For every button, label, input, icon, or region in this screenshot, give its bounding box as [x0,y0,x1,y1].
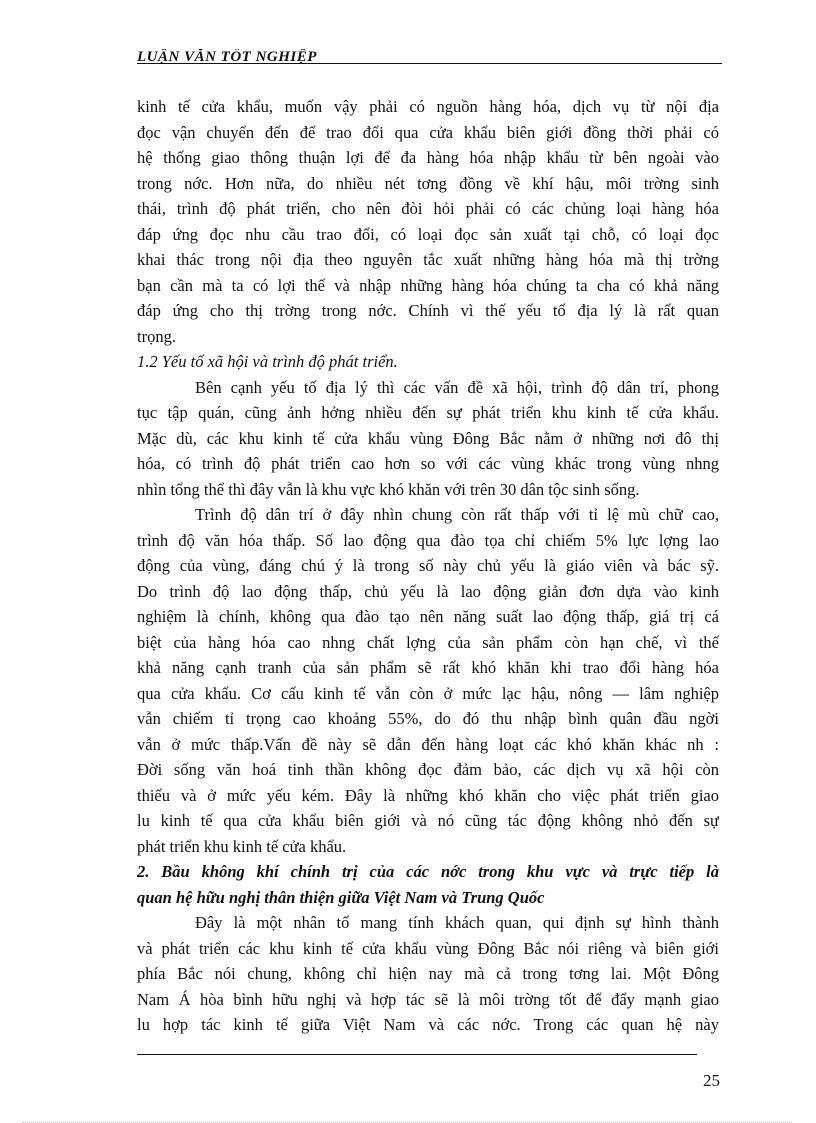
text-line: nhìn tổng thể thì đây vẫn là khu vực khó khăn với trên 30 dân tộc sinh sống. [137,479,640,499]
text-line: động của vùng, đáng chú ý là trong số này chủ yếu là giáo viên và bác sỹ. [137,556,719,575]
text-line: trình độ văn hóa thấp. Số lao động qua đào tọa chỉ chiếm 5% lực lợng lao [137,530,719,550]
text-line: tục tập quán, cũng ảnh hởng nhiều đến sự phát triển khu kinh tế cửa khẩu. [137,403,719,422]
footer-rule [137,1054,697,1055]
section-heading-2-cont: quan hệ hữu nghị thân thiện giữa Việt Nam và Trung Quốc [137,887,545,907]
text-line: khai thác trong nội địa theo nguyên tắc xuất những hàng hóa mà thị trờng [137,250,719,269]
text-line: Đây là một nhân tố mang tính khách quan, qui định sự hình thành [195,913,719,932]
text-line: phát triển khu kinh tế cửa khẩu. [137,836,347,856]
page-number: 25 [703,1071,720,1090]
text-line: vẫn chiếm tỉ trọng cao khoảng 55%, do đó thu nhập bình quân đầu ngời [137,709,719,728]
text-line: đáp ứng cho thị trờng trong nớc. Chính vì thế yếu tố địa lý là rất quan [137,301,719,320]
text-line: Nam Á hòa bình hữu nghị và hợp tác sẽ là môi trờng tốt để đẩy mạnh giao [137,989,719,1009]
text-line: trọng. [137,326,176,346]
text-line: Đời sống văn hoá tinh thần không đọc đảm bảo, các dịch vụ xã hội còn [137,760,719,779]
header-rule [137,63,722,64]
running-header: LUẬN VĂN TỐT NGHIỆP [137,49,317,65]
section-heading-1-2: 1.2 Yếu tố xã hội và trình độ phát triển. [137,352,398,371]
text-line: hệ thống giao thông thuận lợi để đa hàng hóa nhập khẩu từ bên ngoài vào [137,148,719,167]
text-line: và phát triển các khu kinh tế cửa khẩu vùng Đông Bắc nói riêng và biên giới [137,938,719,958]
text-line: kinh tế cửa khẩu, muốn vậy phải có nguồn hàng hóa, dịch vụ từ nội địa [137,97,719,116]
body-text [137,94,719,1038]
text-line: Trình độ dân trí ở đây nhìn chung còn rất thấp với tỉ lệ mù chữ cao, [195,505,719,524]
text-line: lu hợp tác kinh tế giữa Việt Nam và các nớc. Trong các quan hệ này [137,1015,719,1034]
text-line: nghiệm là chính, không qua đào tạo nên năng suất lao động thấp, giá trị cá [137,607,719,626]
text-line: đáp ứng đọc nhu cầu trao đổi, có loại đọc sản xuất tại chỗ, có loại đọc [137,224,719,244]
text-line: khả năng cạnh tranh của sản phẩm sẽ rất khó khăn khi trao đổi hàng hóa [137,658,719,677]
text-line: biệt của hàng hóa cao nhng chất lợng của sản phẩm còn hạn chế, vì thế [137,632,719,652]
text-line: thiếu và ở mức yếu kém. Đây là những khó khăn cho việc phát triển giao [137,785,719,805]
text-line: Mặc dù, các khu kinh tế cửa khẩu vùng Đông Bắc nằm ở những nơi đô thị [137,428,719,448]
text-line: vẫn ở mức thấp.Vấn đề này sẽ dẫn đến hàng loạt các khó khăn khác nh : [137,734,719,754]
text-line: Do trình độ lao động thấp, chủ yếu là lao động giản đơn dựa vào kinh [137,581,719,601]
text-line: thái, trình độ phát triển, cho nên đòi hỏi phải có các chủng loại hàng hóa [137,199,719,218]
text-line: Bên cạnh yếu tố địa lý thì các vấn đề xã hội, trình độ dân trí, phong [195,377,719,397]
text-line: lu kinh tế qua cửa khẩu biên giới và nó cũng tác động không nhỏ đến sự [137,811,719,830]
text-line: hóa, có trình độ phát triển cao hơn so với các vùng khác trong vùng nhng [137,454,719,473]
text-line: trong nớc. Hơn nữa, do nhiều nét tơng đồng về khí hậu, môi trờng sinh [137,173,719,193]
text-line: phía Bắc nói chung, không chỉ hiện nay mà cả trong tơng lai. Một Đông [137,964,719,983]
text-line: bạn cần mà ta có lợi thế và nhập những hàng hóa chúng ta cha có khả năng [137,275,719,295]
text-line: đọc vận chuyển đến để trao đổi qua cửa khẩu biên giới đồng thời phải có [137,122,719,142]
text-line: qua cửa khẩu. Cơ cấu kinh tế vẫn còn ở mức lạc hậu, nông — lâm nghiệp [137,683,719,703]
section-heading-2: 2. Bầu không khí chính trị của các nớc trong khu vực và trực tiếp là [137,862,719,881]
